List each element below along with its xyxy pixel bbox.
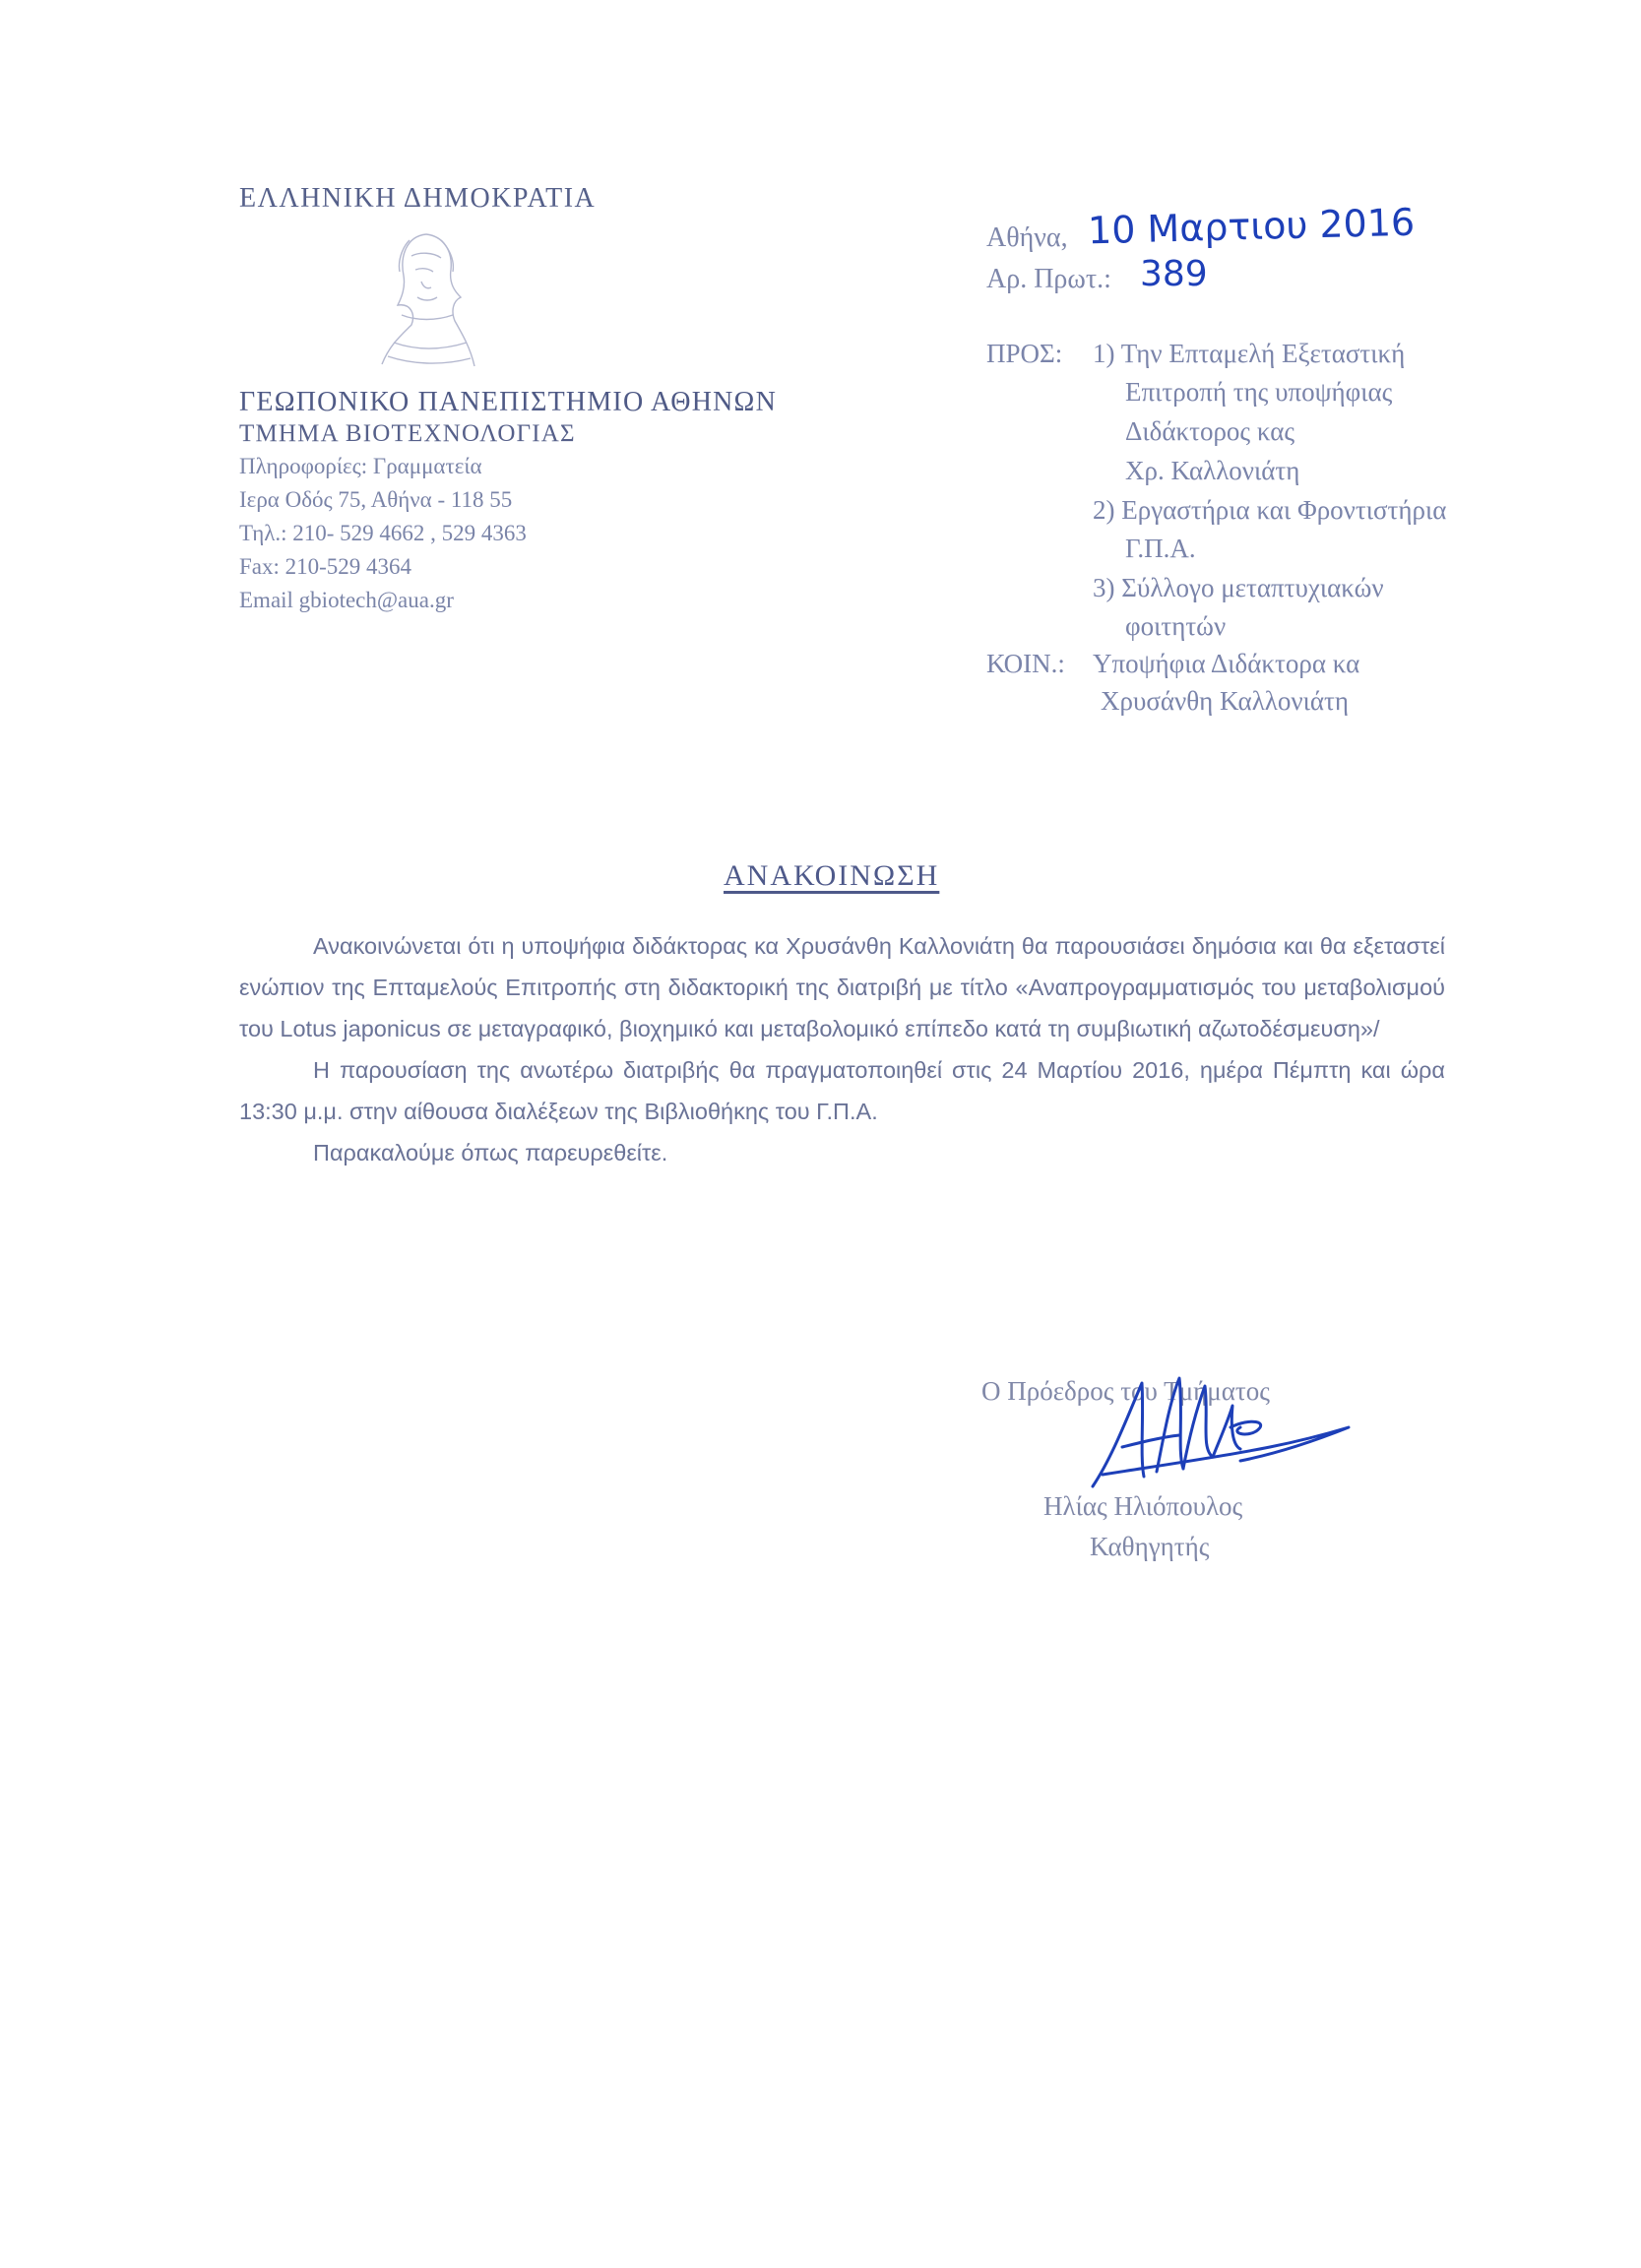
recipient-line: Γ.Π.Α. bbox=[1125, 534, 1196, 563]
university-emblem bbox=[372, 226, 480, 374]
koin-label: ΚΟΙΝ.: bbox=[986, 649, 1065, 678]
koin-line: Υποψήφια Διδάκτορα κα bbox=[1093, 649, 1360, 678]
announcement-paragraph: Παρακαλούμε όπως παρευρεθείτε. bbox=[313, 1140, 668, 1166]
recipient-line: 2) Εργαστήρια και Φροντιστήρια bbox=[1093, 495, 1447, 525]
announcement-body bbox=[239, 925, 1445, 1173]
koin-line: Χρυσάνθη Καλλονιάτη bbox=[1101, 686, 1349, 716]
recipient-line: Χρ. Καλλονιάτη bbox=[1125, 456, 1300, 485]
contact-phone-line: Τηλ.: 210- 529 4662 , 529 4363 bbox=[239, 521, 527, 545]
recipient-line: Επιτροπή της υποψήφιας bbox=[1125, 377, 1393, 407]
contact-address-line: Ιερα Οδός 75, Αθήνα - 118 55 bbox=[239, 487, 513, 512]
announcement-paragraph: Ανακοινώνεται ότι η υποψήφια διδάκτορας κα Χρυσάνθη Καλλονιάτη θα παρουσιάσει δημόσια και θα εξεταστεί ενώπιον της Επταμελούς Επιτροπής στη διδακτορική της διατριβή με τίτλο «Αναπρογραμματισμός του μεταβολισμού του Lotus japonicus σε μεταγραφικό, βιοχημικό και μεταβολομικό επίπεδο κατά τη συμβιωτική αζωτοδέσμευση»/ bbox=[239, 933, 1445, 1041]
handwritten-protocol-number: 389 bbox=[1140, 254, 1208, 294]
recipient-line: 3) Σύλλογο μεταπτυχιακών bbox=[1093, 573, 1384, 602]
handwritten-date: 10 Μαρτιου 2016 bbox=[1087, 200, 1416, 253]
pros-label: ΠΡΟΣ: bbox=[986, 339, 1063, 368]
signature-title: Καθηγητής bbox=[1090, 1532, 1210, 1561]
signature-name: Ηλίας Ηλιόπουλος bbox=[1043, 1491, 1243, 1521]
handwritten-signature bbox=[1083, 1358, 1378, 1516]
contact-fax-line: Fax: 210-529 4364 bbox=[239, 554, 412, 579]
announcement-paragraph: Η παρουσίαση της ανωτέρω διατριβής θα πραγματοποιηθεί στις 24 Μαρτίου 2016, ημέρα Πέμπτη και ώρα 13:30 μ.μ. στην αίθουσα διαλέξεων της Βιβλιοθήκης του Γ.Π.Α. bbox=[239, 1057, 1445, 1124]
announcement-title: ΑΝΑΚΟΙΝΩΣΗ bbox=[724, 859, 940, 892]
contact-email-line: Email gbiotech@aua.gr bbox=[239, 588, 454, 612]
recipient-line: 1) Την Επταμελή Εξεταστική bbox=[1093, 339, 1406, 368]
recipient-line: Διδάκτορος κας bbox=[1125, 416, 1295, 446]
university-name: ΓΕΩΠΟΝΙΚΟ ΠΑΝΕΠΙΣΤΗΜΙΟ ΑΘΗΝΩΝ bbox=[239, 387, 777, 417]
contact-block bbox=[239, 450, 527, 617]
signature-role: Ο Πρόεδρος του Τμήματος bbox=[981, 1376, 1270, 1406]
republic-heading: ΕΛΛΗΝΙΚΗ ΔΗΜΟΚΡΑΤΙΑ bbox=[239, 183, 597, 214]
signature-icon bbox=[1083, 1358, 1378, 1516]
place-label: Αθήνα, bbox=[986, 222, 1068, 253]
protocol-label: Αρ. Πρωτ.: bbox=[986, 264, 1111, 294]
department-name: ΤΜΗΜΑ ΒΙΟΤΕΧΝΟΛΟΓΙΑΣ bbox=[239, 420, 576, 447]
recipient-line: φοιτητών bbox=[1125, 611, 1227, 641]
contact-info-line: Πληροφορίες: Γραμματεία bbox=[239, 454, 482, 478]
emblem-icon bbox=[372, 226, 480, 374]
